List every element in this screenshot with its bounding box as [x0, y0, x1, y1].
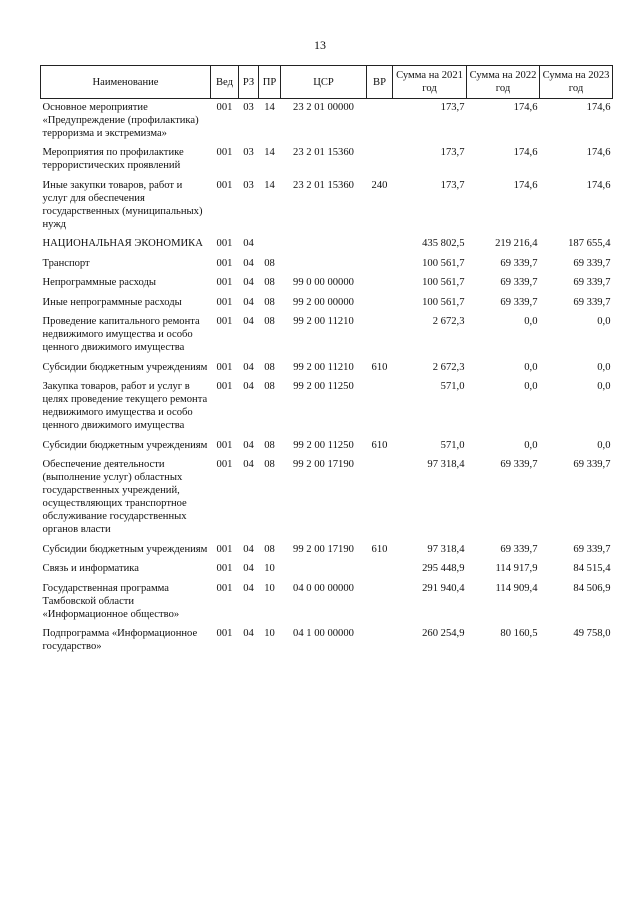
- cell-sum-2022: 0,0: [524, 381, 538, 392]
- cell-sum-2021: 173,7: [440, 179, 465, 191]
- cell-sum-2021: 100 561,7: [422, 277, 465, 288]
- cell-sum-2023: 174,6: [586, 101, 611, 113]
- cell-sum-2021: 173,7: [440, 147, 465, 158]
- cell-ved: 001: [216, 277, 233, 288]
- cell-rz: 04: [243, 277, 254, 288]
- cell-sum-2022: 174,6: [513, 179, 538, 191]
- cell-sum-2023: 0,0: [597, 439, 611, 451]
- cell-pr: 10: [264, 563, 275, 574]
- header-rz: РЗ: [239, 66, 259, 99]
- cell-vr: [367, 580, 393, 626]
- cell-ved: 001: [216, 257, 233, 269]
- cell-name: Основное мероприятие «Предупреждение (профилактика) терроризма и экстремизма»: [42, 101, 199, 139]
- cell-sum-2023: 84 506,9: [573, 582, 611, 594]
- table-row: [41, 580, 613, 626]
- cell-sum-2023: 0,0: [597, 381, 611, 392]
- cell-pr: 08: [264, 543, 275, 555]
- cell-sum-2023: 69 339,7: [573, 459, 611, 470]
- cell-csr: 99 2 00 11250: [293, 381, 354, 392]
- cell-sum-2021: 2 672,3: [432, 361, 465, 373]
- cell-rz: 03: [243, 147, 254, 158]
- cell-rz: 04: [243, 459, 254, 470]
- cell-sum-2022: 174,6: [513, 147, 538, 158]
- cell-sum-2023: 174,6: [586, 179, 611, 191]
- cell-sum-2023: 0,0: [597, 361, 611, 373]
- cell-csr: 99 2 00 11210: [293, 361, 354, 373]
- cell-sum-2021: 2 672,3: [432, 316, 465, 327]
- cell-sum-2022: 69 339,7: [500, 459, 538, 470]
- cell-ved: 001: [216, 147, 233, 158]
- cell-csr: 99 2 00 11250: [293, 439, 354, 451]
- header-csr: ЦСР: [281, 66, 367, 99]
- table-header-row: [41, 66, 613, 99]
- cell-name: Подпрограмма «Информационное государство»: [42, 628, 198, 652]
- cell-sum-2021: 571,0: [440, 439, 465, 451]
- cell-csr: 99 2 00 17190: [293, 543, 354, 555]
- cell-sum-2023: 69 339,7: [573, 277, 611, 288]
- cell-sum-2023: 84 515,4: [573, 563, 611, 574]
- cell-vr: 240: [371, 179, 388, 191]
- table-row: [41, 177, 613, 236]
- cell-ved: 001: [216, 543, 233, 555]
- cell-sum-2021: 295 448,9: [422, 563, 465, 574]
- cell-sum-2022: 114 909,4: [495, 582, 538, 594]
- cell-ved: 001: [216, 179, 233, 191]
- table-row: [41, 275, 613, 295]
- cell-rz: 04: [243, 563, 254, 574]
- cell-sum-2021: 571,0: [440, 381, 465, 392]
- cell-vr: [367, 294, 393, 314]
- cell-pr: 08: [264, 316, 275, 327]
- cell-pr: 14: [264, 101, 275, 113]
- cell-sum-2021: 100 561,7: [422, 296, 465, 308]
- cell-ved: 001: [216, 628, 233, 639]
- cell-ved: 001: [216, 439, 233, 451]
- table-row: [41, 379, 613, 438]
- cell-rz: 04: [243, 582, 254, 594]
- cell-sum-2023: 69 339,7: [573, 543, 611, 555]
- header-vr: ВР: [367, 66, 393, 99]
- cell-sum-2021: 173,7: [440, 101, 465, 113]
- cell-name: Проведение капитального ремонта недвижимого имущества и особо ценного движимого имущества: [42, 316, 200, 353]
- cell-sum-2021: 97 318,4: [427, 543, 465, 555]
- cell-vr: [367, 99, 393, 145]
- cell-rz: 04: [243, 628, 254, 639]
- cell-sum-2023: 49 758,0: [573, 628, 611, 639]
- cell-sum-2022: 219 216,4: [495, 238, 538, 249]
- cell-name: Субсидии бюджетным учреждениям: [42, 543, 208, 555]
- cell-csr: 04 1 00 00000: [293, 628, 354, 639]
- cell-rz: 04: [243, 439, 254, 451]
- table-row: [41, 437, 613, 457]
- cell-ved: 001: [216, 238, 233, 249]
- header-sum-2021: Сумма на 2021 год: [393, 66, 467, 99]
- table-row: [41, 561, 613, 581]
- table-body: [41, 99, 613, 659]
- cell-vr: [367, 314, 393, 360]
- cell-csr: 23 2 01 00000: [293, 101, 354, 113]
- cell-vr: 610: [371, 543, 388, 555]
- table-row: [41, 99, 613, 145]
- cell-ved: 001: [216, 296, 233, 308]
- cell-csr: 99 2 00 00000: [293, 296, 354, 308]
- cell-vr: [367, 275, 393, 295]
- page-number: 13: [314, 38, 326, 52]
- cell-name: Обеспечение деятельности (выполнение услуг) областных государственных учреждений, осуществляющих транспортное обслуживание государственных органов власти: [42, 459, 187, 535]
- cell-sum-2022: 69 339,7: [500, 296, 538, 308]
- cell-csr: 23 2 01 15360: [293, 147, 354, 158]
- cell-ved: 001: [216, 316, 233, 327]
- cell-pr: 08: [264, 459, 275, 470]
- cell-ved: 001: [216, 563, 233, 574]
- cell-sum-2021: 97 318,4: [427, 459, 465, 470]
- cell-sum-2023: 174,6: [586, 147, 611, 158]
- table-row: [41, 541, 613, 561]
- cell-sum-2022: 69 339,7: [500, 277, 538, 288]
- cell-sum-2023: 187 655,4: [568, 238, 611, 249]
- header-pr: ПР: [259, 66, 281, 99]
- cell-pr: 10: [264, 628, 275, 639]
- cell-sum-2022: 69 339,7: [500, 543, 538, 555]
- cell-sum-2023: 0,0: [597, 316, 611, 327]
- cell-sum-2022: 0,0: [524, 439, 538, 451]
- cell-rz: 03: [243, 101, 254, 113]
- cell-rz: 04: [243, 296, 254, 308]
- cell-sum-2021: 260 254,9: [422, 628, 465, 639]
- cell-name: Иные закупки товаров, работ и услуг для обеспечения государственных (муниципальных) нужд: [42, 179, 203, 230]
- table-row: [41, 314, 613, 360]
- cell-vr: 610: [371, 361, 388, 373]
- cell-vr: [367, 379, 393, 438]
- cell-sum-2023: 69 339,7: [573, 257, 611, 269]
- header-sum-2022: Сумма на 2022 год: [467, 66, 540, 99]
- cell-pr: 14: [264, 179, 275, 191]
- cell-vr: [367, 457, 393, 542]
- cell-name: Транспорт: [42, 257, 90, 269]
- cell-sum-2022: 0,0: [524, 316, 538, 327]
- cell-csr: 99 2 00 17190: [293, 459, 354, 470]
- cell-rz: 03: [243, 179, 254, 191]
- cell-name: Субсидии бюджетным учреждениям: [42, 361, 208, 373]
- cell-name: Мероприятия по профилактике террористических проявлений: [42, 147, 184, 171]
- cell-vr: [367, 561, 393, 581]
- cell-sum-2021: 291 940,4: [422, 582, 465, 594]
- cell-rz: 04: [243, 257, 254, 269]
- cell-sum-2023: 69 339,7: [573, 296, 611, 308]
- cell-csr: 23 2 01 15360: [293, 179, 354, 191]
- header-sum-2023: Сумма на 2023 год: [540, 66, 613, 99]
- cell-csr: [281, 236, 367, 256]
- cell-ved: 001: [216, 459, 233, 470]
- cell-pr: 10: [264, 582, 275, 594]
- cell-sum-2021: 100 561,7: [422, 257, 465, 269]
- cell-csr: 99 2 00 11210: [293, 316, 354, 327]
- cell-rz: 04: [243, 381, 254, 392]
- cell-pr: 08: [264, 381, 275, 392]
- cell-pr: 08: [264, 361, 275, 373]
- cell-pr: 08: [264, 277, 275, 288]
- cell-sum-2022: 114 917,9: [495, 563, 538, 574]
- cell-rz: 04: [243, 238, 254, 249]
- table-row: [41, 294, 613, 314]
- table-row: [41, 255, 613, 275]
- cell-ved: 001: [216, 361, 233, 373]
- header-name: Наименование: [41, 66, 211, 99]
- table-row: [41, 236, 613, 256]
- cell-pr: 08: [264, 439, 275, 451]
- cell-vr: 610: [371, 439, 388, 451]
- cell-ved: 001: [216, 582, 233, 594]
- cell-pr: 14: [264, 147, 275, 158]
- cell-csr: [281, 255, 367, 275]
- cell-name: Закупка товаров, работ и услуг в целях проведение текущего ремонта недвижимого имущества и особо ценного движимого имущества: [42, 381, 208, 431]
- cell-rz: 04: [243, 361, 254, 373]
- cell-csr: [281, 561, 367, 581]
- cell-sum-2022: 174,6: [513, 101, 538, 113]
- cell-vr: [367, 145, 393, 178]
- table-row: [41, 145, 613, 178]
- budget-table: [40, 65, 613, 658]
- cell-sum-2021: 435 802,5: [422, 238, 465, 249]
- cell-ved: 001: [216, 381, 233, 392]
- cell-csr: 04 0 00 00000: [293, 582, 354, 594]
- cell-rz: 04: [243, 316, 254, 327]
- cell-pr: 08: [264, 296, 275, 308]
- cell-csr: 99 0 00 00000: [293, 277, 354, 288]
- cell-name: Иные непрограммные расходы: [42, 296, 182, 308]
- cell-sum-2022: 80 160,5: [500, 628, 538, 639]
- cell-name: Связь и информатика: [42, 563, 139, 574]
- cell-vr: [367, 236, 393, 256]
- cell-pr: 08: [264, 257, 275, 269]
- cell-pr: [259, 236, 281, 256]
- table-row: [41, 457, 613, 542]
- cell-name: НАЦИОНАЛЬНАЯ ЭКОНОМИКА: [42, 238, 203, 249]
- header-ved: Вед: [211, 66, 239, 99]
- table-row: [41, 626, 613, 659]
- cell-rz: 04: [243, 543, 254, 555]
- cell-name: Субсидии бюджетным учреждениям: [42, 439, 208, 451]
- table-row: [41, 359, 613, 379]
- cell-ved: 001: [216, 101, 233, 113]
- cell-sum-2022: 0,0: [524, 361, 538, 373]
- cell-vr: [367, 255, 393, 275]
- cell-vr: [367, 626, 393, 659]
- cell-name: Непрограммные расходы: [42, 277, 156, 288]
- cell-sum-2022: 69 339,7: [500, 257, 538, 269]
- cell-name: Государственная программа Тамбовской области «Информационное общество»: [42, 582, 180, 620]
